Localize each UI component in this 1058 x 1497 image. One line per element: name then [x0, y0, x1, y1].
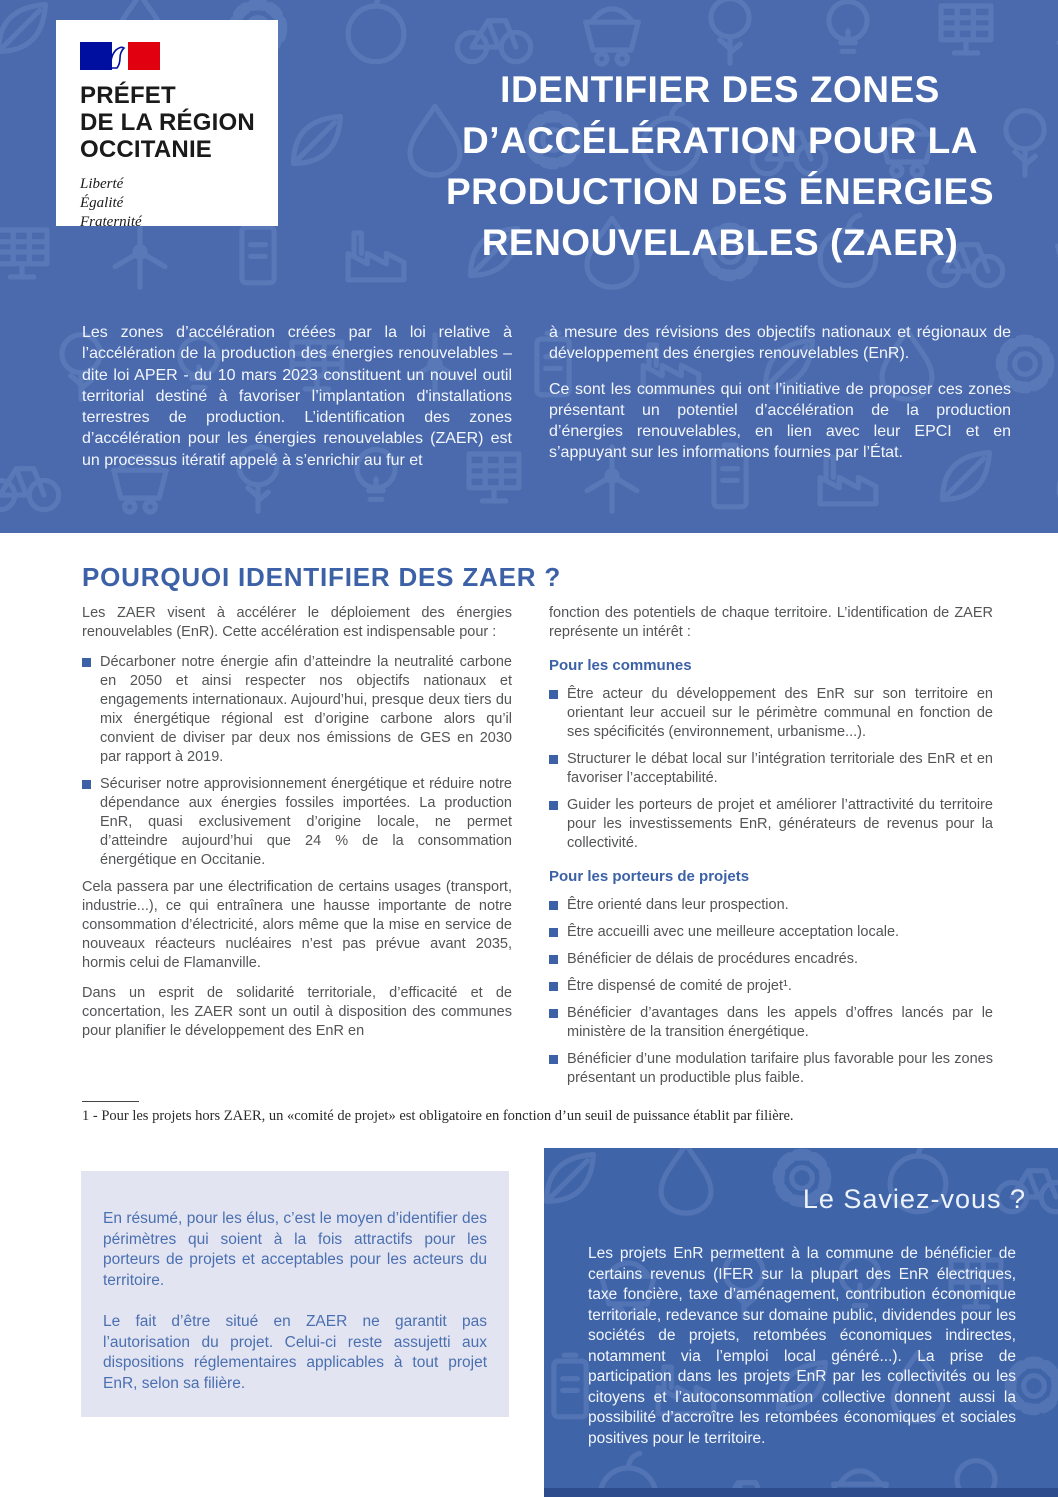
list-item: [549, 685, 993, 742]
main-column-left: [82, 604, 512, 1052]
french-flag-icon: [80, 42, 266, 72]
bullet-text: Être orienté dans leur prospection.: [567, 897, 789, 913]
motto-line3: Fraternité: [80, 214, 142, 230]
title-line-2: D’ACCÉLÉRATION POUR LA: [462, 120, 978, 161]
footnote-divider: [82, 1101, 139, 1102]
water-drop-icon: [642, 1148, 730, 1222]
solar-panel-icon: [922, 0, 1010, 72]
tree-icon: [686, 0, 774, 72]
list-item: [549, 1004, 993, 1042]
title-line-1: IDENTIFIER DES ZONES: [500, 69, 940, 110]
mining-cart-icon: [1040, 208, 1058, 296]
bullet-text: Sécuriser notre approvisionnement énergétique et réduire notre dépendance aux énergies fossiles importées. La production EnR, quasi exclusivement d’origine locale, ne permet d’atteindre aujourd’hui que 24 % de la consommation énergétique en Occitanie.: [100, 776, 512, 868]
intro-left-text: Les zones d’accélération créées par la loi relative à l’accélération de la production des énergies renouvelables – dite loi APER - du 10 mars 2023 constituent un nouvel outil territorial destiné à favoriser l’implantation d'installations terrestres de production. L’identification des zones d’accélération pour les énergies renouvelables (ZAER) est un processus itératif appelé à s’enrichir au fur et: [82, 324, 512, 469]
logo-line3: OCCITANIE: [80, 136, 213, 163]
left-para-1: Les ZAER visent à accélérer le déploiement des énergies renouvelables (EnR). Cette accélération est indispensable pour :: [82, 605, 512, 640]
intro-right-p1: à mesure des révisions des objectifs nationaux et régionaux de développement des énergies renouvelables (EnR).: [549, 324, 1011, 363]
motto-line2: Égalité: [80, 195, 124, 211]
list-item: [82, 775, 512, 870]
footnote: 1 - Pour les projets hors ZAER, un «comité de projet» est obligatoire en fonction d’un seuil de puissance établit par filière.: [82, 1108, 794, 1124]
list-item: [549, 977, 993, 996]
list-item: [549, 1050, 993, 1088]
list-item: [549, 796, 993, 853]
logo-line2: DE LA RÉGION: [80, 109, 255, 136]
wind-turbine-icon: [1040, 0, 1058, 72]
flag-red-stripe: [128, 42, 160, 70]
list-item: [549, 950, 993, 969]
list-item: [82, 653, 512, 767]
bullet-text: Bénéficier d’avantages dans les appels d’offres lancés par le ministère de la transition énergétique.: [567, 1005, 993, 1040]
did-you-know-box: [544, 1148, 1058, 1497]
bullet-text: Décarboner notre énergie afin d’atteindre la neutralité carbone en 2050 et ainsi respecter nos objectifs nationaux et engagements internationaux. Aujourd’hui, presque deux tiers du mix énergétique régional est d’origine carbone alors qu’il convient de diviser par deux nos émissions de GES en 2030 par rapport à 2019.: [100, 654, 512, 765]
leaf-icon: [273, 96, 361, 184]
prefecture-logo: [56, 20, 278, 230]
apple-icon: [332, 0, 420, 72]
bullet-square-icon: [549, 1009, 558, 1018]
summary-para-1: En résumé, pour les élus, c’est le moyen d’identifier des périmètres qui soient à la fois attractifs pour les porteurs de projets et acceptables pour les acteurs du territoire.: [103, 1210, 487, 1289]
water-drop-icon: [1040, 432, 1058, 520]
summary-para-2: Le fait d’être situé en ZAER ne garantit pas l’autorisation du projet. Celui-ci reste assujetti aux dispositions réglementaires applicables à tout projet EnR, selon sa filière.: [103, 1313, 487, 1392]
mining-cart-icon: [568, 0, 656, 72]
bullet-square-icon: [82, 658, 91, 667]
title-line-3: PRODUCTION DES ÉNERGIES: [445, 171, 995, 212]
logo-line1: PRÉFET: [80, 82, 176, 109]
subheading-communes: Pour les communes: [549, 657, 692, 674]
bullet-square-icon: [549, 928, 558, 937]
intro-paragraph-right: [549, 322, 1011, 478]
right-para-1: fonction des potentiels de chaque territoire. L’identification de ZAER représente un intérêt :: [549, 605, 993, 640]
bullet-square-icon: [549, 801, 558, 810]
list-item: [549, 923, 993, 942]
bullet-text: Être accueilli avec une meilleure acceptation locale.: [567, 924, 900, 940]
marianne-icon: [108, 44, 126, 70]
lightbulb-icon: [804, 0, 892, 72]
bullet-text: Bénéficier de délais de procédures encadrés.: [567, 951, 858, 967]
list-item: [549, 896, 993, 915]
bullet-text: Bénéficier d’une modulation tarifaire plus favorable pour les zones présentant un productible plus faible.: [567, 1051, 993, 1086]
bicycle-icon: [450, 0, 538, 72]
bullet-square-icon: [82, 780, 91, 789]
bullet-square-icon: [549, 755, 558, 764]
did-you-know-title: Le Saviez-vous ?: [802, 1184, 1026, 1214]
logo-motto: [80, 175, 266, 232]
bullet-square-icon: [549, 955, 558, 964]
title-line-4: RENOUVELABLES (ZAER): [481, 222, 959, 263]
bullet-square-icon: [549, 690, 558, 699]
bullet-text: Être acteur du développement des EnR sur son territoire en orientant leur accueil sur le périmètre communal en fonction de ses spécificités (environnement, urbanisme...).: [567, 686, 993, 740]
factory-icon: [332, 208, 420, 296]
wind-turbine-icon: [1048, 1238, 1058, 1326]
intro-paragraph-left: [82, 322, 512, 485]
intro-right-p2: Ce sont les communes qui ont l’initiative de proposer ces zones présentant un potentiel d’accélération de la production d’énergies renouvelables, en lien avec leur EPCI et en s’appuyant sur les informations fournies par l’État.: [549, 380, 1011, 462]
bullet-square-icon: [549, 901, 558, 910]
bicycle-icon: [0, 432, 66, 520]
section-heading: POURQUOI IDENTIFIER DES ZAER ?: [82, 562, 562, 592]
summary-box: [81, 1171, 509, 1417]
did-you-know-text: Les projets EnR permettent à la commune de bénéficier de certains revenus (IFER sur la plupart des EnR électriques, taxe foncière, taxe d’aménagement, contribution économique territoriale, redevance sur domaine public, dividendes pour les sociétés de projets, retombées économiques indirectes, notamment via l’emploi local généré...). La prise de participation dans les projets EnR par les collectivités ou les citoyens et l’autoconsommation collective donnent aussi la possibilité d’accroître les retombées économiques et sociales positives pour le territoire.: [588, 1245, 1016, 1447]
bottom-strip: [544, 1488, 1058, 1497]
header-band: [0, 0, 1058, 533]
list-item: [549, 750, 993, 788]
left-para-3: Dans un esprit de solidarité territoriale, d’efficacité et de concertation, les ZAER sont un outil à disposition des communes pour planifier le développement des EnR en: [82, 985, 512, 1039]
main-column-right: [549, 604, 993, 1096]
motto-line1: Liberté: [80, 176, 124, 192]
leaf-icon: [544, 1148, 614, 1222]
bullet-square-icon: [549, 1055, 558, 1064]
bullet-text: Guider les porteurs de projet et améliorer l’attractivité du territoire pour les investissements EnR, générateurs de revenus pour la collectivité.: [567, 797, 993, 851]
logo-title: [80, 82, 266, 163]
document-title: [420, 64, 1020, 268]
bullet-square-icon: [549, 982, 558, 991]
bullet-text: Structurer le débat local sur l’intégration territoriale des EnR et en favoriser l’acceptabilité.: [567, 751, 993, 786]
left-para-2: Cela passera par une électrification de certains usages (transport, industrie...), ce qui entraînera une hausse importante de notre consommation d’électricité, alors même que la mise en service de nouveaux réacteurs nucléaires n’est pas prévue avant 2035, hormis celui de Flamanville.: [82, 879, 512, 971]
bullet-text: Être dispensé de comité de projet¹.: [567, 978, 792, 994]
subheading-porteurs: Pour les porteurs de projets: [549, 868, 750, 885]
